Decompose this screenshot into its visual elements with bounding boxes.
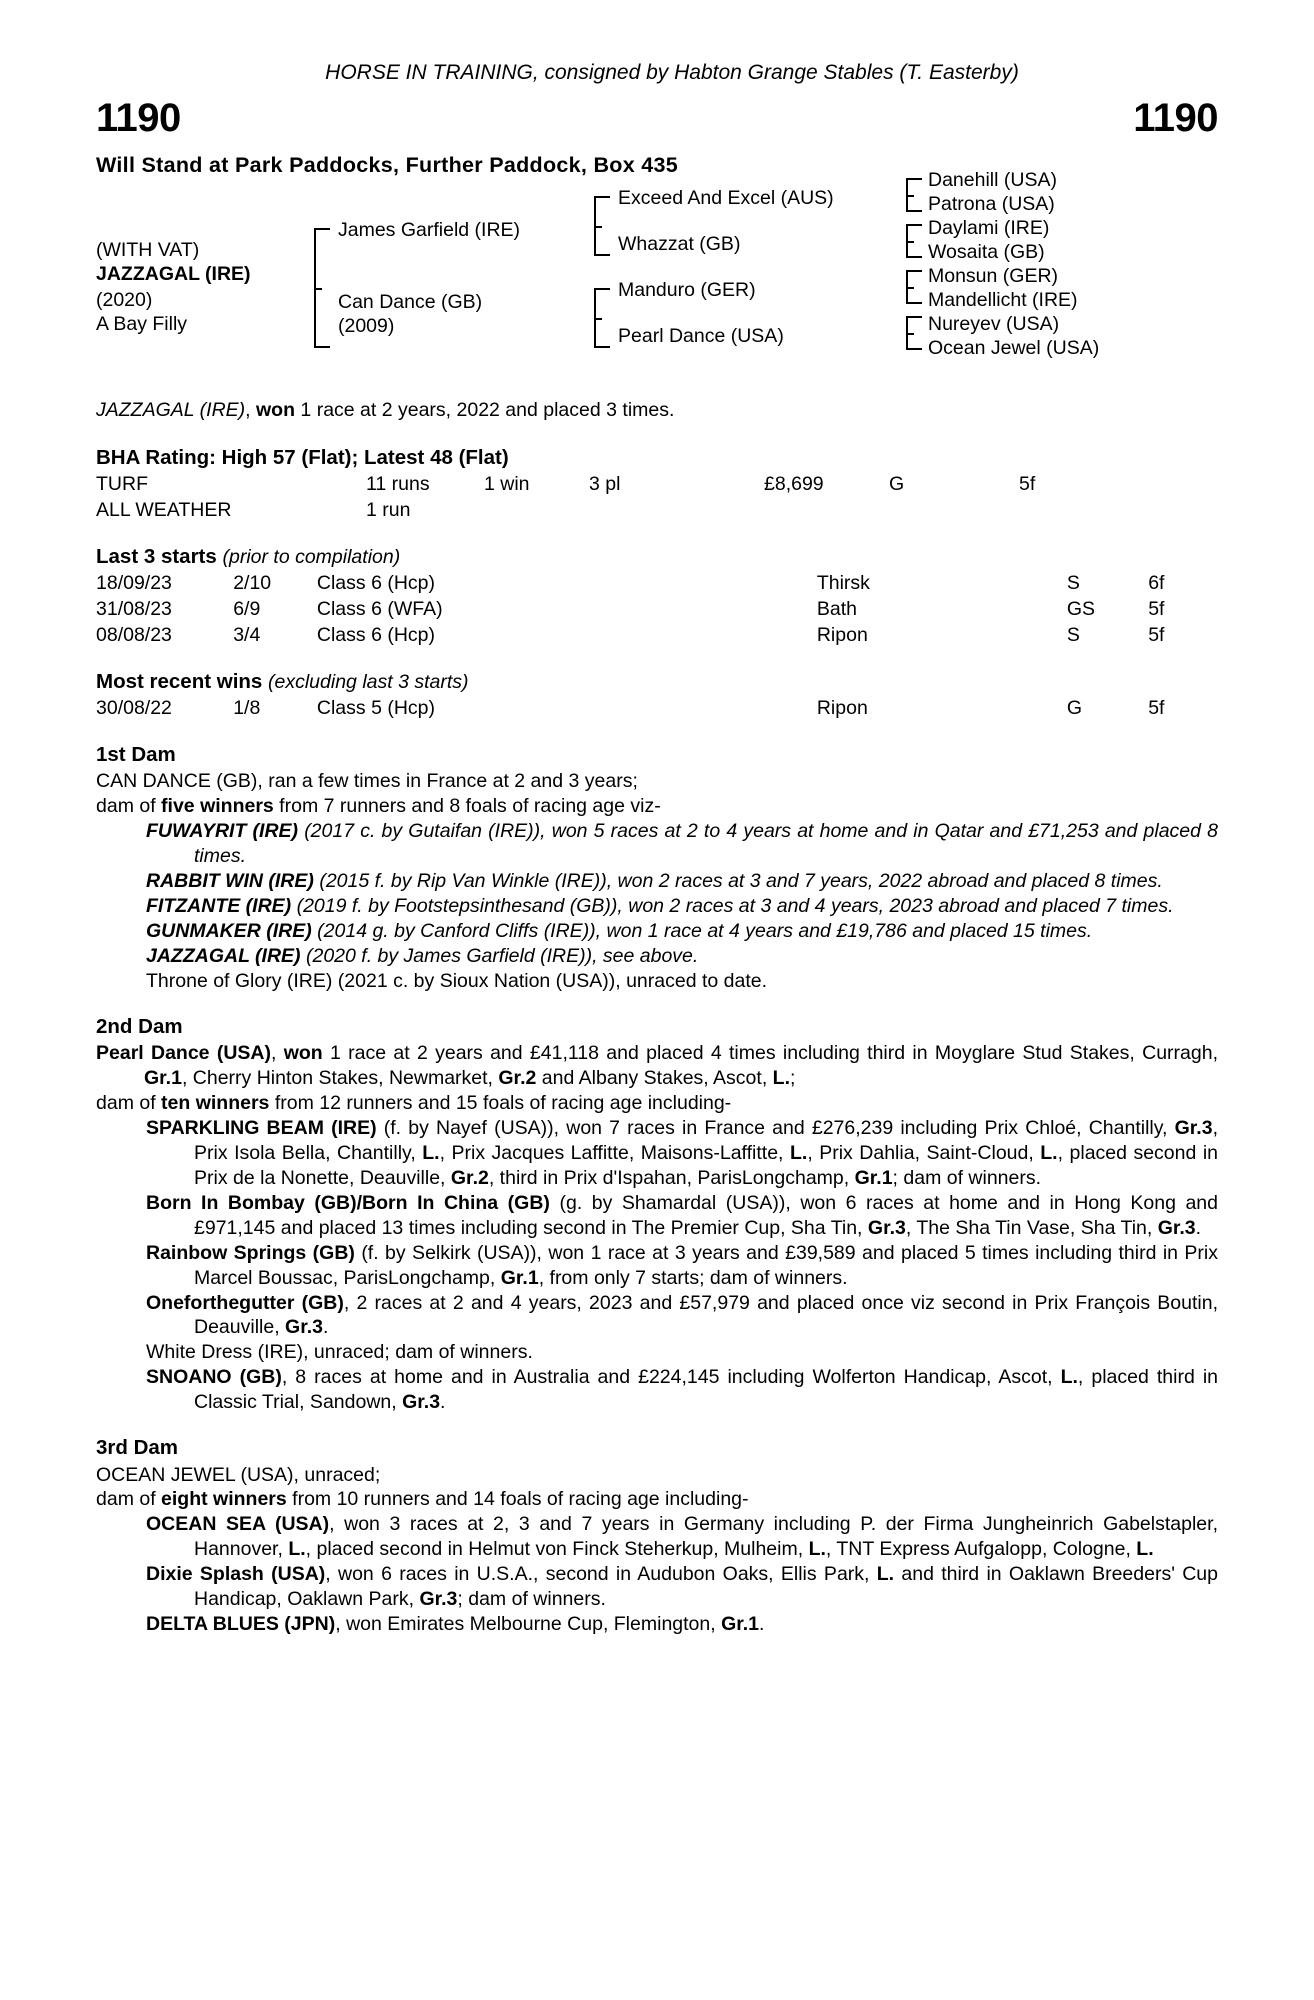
recent-wins-note: (excluding last 3 starts) [268, 670, 469, 693]
pedigree-vat: (WITH VAT) [96, 238, 200, 261]
run-date: 18/09/23 [96, 571, 172, 594]
progeny-entry: Rainbow Springs (GB) (f. by Selkirk (USA)), won 1 race at 3 years and £39,589 and placed 5 times including third in Prix Marcel Boussac, ParisLongchamp, Gr.1, from only 7 starts; dam of winners. [146, 1241, 1218, 1289]
run-distance: 5f [1148, 623, 1165, 646]
recent-wins-block [96, 669, 1218, 722]
pedigree-g8: Ocean Jewel (USA) [928, 336, 1100, 359]
pedigree-subject-name: JAZZAGAL (IRE) [96, 262, 251, 285]
progeny-entry: White Dress (IRE), unraced; dam of winners. [146, 1341, 533, 1364]
table-row [96, 472, 1035, 498]
table-row [96, 597, 1218, 623]
damof-post: from 12 runners and 15 foals of racing age including- [269, 1091, 732, 1114]
subject-rest: 1 race at 2 years, 2022 and placed 3 times. [295, 398, 675, 421]
stand-at-line: Will Stand at Park Paddocks, Further Paddock, Box 435 [96, 153, 679, 178]
rating-runs: 11 runs [366, 472, 430, 495]
run-position: 1/8 [233, 697, 261, 719]
progeny-entry: SNOANO (GB), 8 races at home and in Australia and £224,145 including Wolferton Handicap, Ascot, L., placed third in Classic Trial, Sandown, Gr.3. [146, 1366, 1218, 1414]
second-dam-heading: 2nd Dam [96, 1014, 183, 1038]
progeny-entry: Dixie Splash (USA), won 6 races in U.S.A., second in Audubon Oaks, Ellis Park, L. and third in Oaklawn Breeders' Cup Handicap, Oaklawn Park, Gr.3; dam of winners. [146, 1563, 1218, 1611]
progeny-entry: Throne of Glory (IRE) (2021 c. by Sioux Nation (USA)), unraced to date. [146, 969, 768, 992]
run-class: Class 6 (Hcp) [316, 623, 435, 646]
pedigree-sire: James Garfield (IRE) [338, 218, 521, 241]
run-distance: 5f [1148, 597, 1165, 620]
rating-distance [1019, 498, 1035, 524]
run-class: Class 5 (Hcp) [316, 697, 435, 719]
rating-runs: 1 run [366, 498, 411, 521]
pedigree-brace-4 [906, 178, 922, 212]
pedigree-brace-5 [906, 224, 922, 258]
run-position: 6/9 [233, 597, 261, 620]
last-starts-table [96, 571, 1218, 649]
second-dam-block [96, 1014, 1218, 1416]
third-dam-heading: 3rd Dam [96, 1436, 179, 1460]
list-item [146, 819, 1218, 869]
last-starts-heading [96, 544, 1218, 570]
rating-places: 3 pl [589, 472, 621, 495]
list-item [146, 1241, 1218, 1291]
damof-pre: dam of [96, 1488, 162, 1511]
pedigree-dam-dam: Pearl Dance (USA) [618, 324, 784, 347]
run-distance: 6f [1148, 571, 1165, 594]
run-class: Class 6 (Hcp) [316, 571, 435, 594]
list-item [146, 1512, 1218, 1562]
list-item [146, 1191, 1218, 1241]
run-date: 08/08/23 [96, 623, 172, 646]
pedigree-dam-sire: Manduro (GER) [618, 278, 756, 301]
progeny-entry: Oneforthegutter (GB), 2 races at 2 and 4 years, 2023 and £57,979 and placed once viz second in Prix François Boutin, Deauville, Gr.3. [146, 1291, 1218, 1339]
list-item [146, 969, 1218, 994]
last-starts-title: Last 3 starts [96, 544, 217, 568]
list-item [146, 1340, 1218, 1365]
damof-count: five winners [161, 795, 274, 818]
list-item [146, 1365, 1218, 1415]
run-going: S [1066, 571, 1080, 594]
pedigree-brace-6 [906, 270, 922, 304]
progeny-entry: Born In Bombay (GB)/Born In China (GB) (g. by Shamardal (USA)), won 6 races at home and in Hong Kong and £971,145 and placed 13 times including second in The Premier Cup, Sha Tin, Gr.3, The Sha Tin Vase, Sha Tin, Gr.3. [146, 1191, 1218, 1239]
damof-count: eight winners [161, 1488, 287, 1511]
list-item [146, 944, 1218, 969]
last-starts-note: (prior to compilation) [222, 545, 401, 568]
pedigree-g1: Danehill (USA) [928, 168, 1057, 191]
list-item [146, 1562, 1218, 1612]
run-going: S [1066, 623, 1080, 646]
progeny-entry: FITZANTE (IRE) (2019 f. by Footstepsinthesand (GB)), won 2 races at 3 and 4 years, 2023 abroad and placed 7 times. [146, 894, 1174, 917]
lot-number-right: 1190 [1133, 95, 1218, 140]
third-dam-damof [96, 1487, 1218, 1512]
first-dam-heading: 1st Dam [96, 742, 176, 766]
second-dam-damof [96, 1091, 1218, 1116]
pedigree-brace-7 [906, 316, 922, 350]
pedigree-g2: Patrona (USA) [928, 192, 1055, 215]
recent-wins-heading [96, 669, 1218, 695]
pedigree-g6: Mandellicht (IRE) [928, 288, 1078, 311]
first-dam-intro: CAN DANCE (GB), ran a few times in France at 2 and 3 years; [96, 770, 638, 793]
subject-won: won [256, 398, 296, 421]
bha-rating-heading: BHA Rating: High 57 (Flat); Latest 48 (Flat) [96, 445, 509, 469]
bha-rating-block [96, 445, 1218, 524]
run-course: Bath [816, 597, 857, 620]
rating-earnings [764, 498, 889, 524]
third-dam-block [96, 1435, 1218, 1637]
rating-surface: TURF [96, 472, 148, 495]
run-going: GS [1066, 597, 1095, 620]
list-item [146, 1291, 1218, 1341]
rating-places [589, 498, 764, 524]
table-row [96, 696, 1218, 722]
damof-pre: dam of [96, 795, 162, 818]
damof-count: ten winners [161, 1091, 270, 1114]
rating-wins: 1 win [484, 472, 530, 495]
pedigree-brace-1 [314, 228, 330, 348]
pedigree-g3: Daylami (IRE) [928, 216, 1050, 239]
table-row [96, 571, 1218, 597]
run-date: 31/08/23 [96, 597, 172, 620]
run-going: G [1066, 697, 1082, 719]
list-item [146, 1612, 1218, 1637]
subject-summary: JAZZAGAL (IRE), won 1 race at 2 years, 2022 and placed 3 times. [96, 398, 675, 421]
recent-wins-title: Most recent wins [96, 669, 263, 693]
rating-going [889, 498, 1019, 524]
consignor-line: HORSE IN TRAINING, consigned by Habton Grange Stables (T. Easterby) [325, 61, 1019, 84]
first-dam-damof [96, 794, 1218, 819]
progeny-entry: GUNMAKER (IRE) (2014 g. by Canford Cliffs (IRE)), won 1 race at 4 years and £19,786 and placed 15 times. [146, 919, 1093, 942]
pedigree-sire-dam: Whazzat (GB) [618, 232, 741, 255]
list-item [146, 919, 1218, 944]
pedigree-brace-3 [594, 288, 610, 348]
second-dam-name: Pearl Dance (USA) [96, 1042, 271, 1064]
pedigree-brace-2 [594, 196, 610, 256]
progeny-entry: SPARKLING BEAM (IRE) (f. by Nayef (USA)), won 7 races in France and £276,239 including Prix Chloé, Chantilly, Gr.3, Prix Isola Bella, Chantilly, L., Prix Jacques Laffitte, Maisons-Laffitte, L., Prix Dahlia, Saint-Cloud, L., placed second in Prix de la Nonette, Deauville, Gr.2, third in Prix d'Ispahan, ParisLongchamp, Gr.1; dam of winners. [146, 1116, 1218, 1189]
table-row [96, 623, 1218, 649]
run-date: 30/08/22 [96, 697, 172, 719]
damof-post: from 7 runners and 8 foals of racing age viz- [273, 795, 661, 818]
run-course: Ripon [816, 623, 868, 646]
lot-number-left: 1190 [96, 95, 181, 140]
lot-number-row [96, 93, 1218, 144]
damof-post: from 10 runners and 14 foals of racing age including- [286, 1488, 749, 1511]
run-course: Ripon [816, 697, 868, 719]
pedigree-subject-year: (2020) [96, 288, 153, 311]
progeny-entry: OCEAN SEA (USA), won 3 races at 2, 3 and 7 years in Germany including P. der Firma Jungheinrich Gabelstapler, Hannover, L., placed second in Helmut von Finck Steherkup, Mulheim, L., TNT Express Aufgalopp, Cologne, L. [146, 1513, 1218, 1561]
first-dam-block [96, 742, 1218, 994]
run-position: 2/10 [233, 571, 272, 594]
rating-distance: 5f [1019, 472, 1036, 495]
pedigree-dam: Can Dance (GB) [338, 290, 483, 313]
progeny-entry: JAZZAGAL (IRE) (2020 f. by James Garfield (IRE)), see above. [146, 944, 699, 967]
second-dam-won: won [283, 1042, 323, 1064]
last-starts-block [96, 544, 1218, 649]
list-item [146, 869, 1218, 894]
damof-pre: dam of [96, 1091, 162, 1114]
progeny-entry: FUWAYRIT (IRE) (2017 c. by Gutaifan (IRE)), won 5 races at 2 to 4 years at home and in Qatar and £71,253 and placed 8 times. [146, 820, 1218, 868]
pedigree-sire-sire: Exceed And Excel (AUS) [618, 186, 834, 209]
pedigree-g5: Monsun (GER) [928, 264, 1059, 287]
rating-table [96, 472, 1035, 524]
progeny-entry: DELTA BLUES (JPN), won Emirates Melbourne Cup, Flemington, Gr.1. [146, 1613, 765, 1636]
pedigree-subject-colour: A Bay Filly [96, 312, 188, 335]
subject-name: JAZZAGAL (IRE) [96, 398, 246, 421]
table-row [96, 498, 1035, 524]
rating-earnings: £8,699 [764, 472, 824, 495]
run-position: 3/4 [233, 623, 261, 646]
run-distance: 5f [1148, 697, 1165, 719]
pedigree-dam-year: (2009) [338, 314, 395, 337]
run-course: Thirsk [816, 571, 870, 594]
pedigree-chart [96, 168, 1218, 384]
list-item [146, 894, 1218, 919]
pedigree-g7: Nureyev (USA) [928, 312, 1060, 335]
rating-wins [484, 498, 589, 524]
rating-going: G [889, 472, 905, 495]
list-item [146, 1116, 1218, 1191]
recent-wins-table [96, 696, 1218, 722]
second-dam-intro-rest: 1 race at 2 years and £41,118 and placed 4 times including third in Moyglare Stud Stakes, Curragh, Gr.1, Cherry Hinton Stakes, Newmarket, Gr.2 and Albany Stakes, Ascot, L.; [144, 1042, 1218, 1089]
third-dam-intro: OCEAN JEWEL (USA), unraced; [96, 1463, 381, 1486]
run-class: Class 6 (WFA) [316, 597, 443, 620]
pedigree-g4: Wosaita (GB) [928, 240, 1045, 263]
progeny-entry: RABBIT WIN (IRE) (2015 f. by Rip Van Winkle (IRE)), won 2 races at 3 and 7 years, 2022 abroad and placed 8 times. [146, 870, 1163, 892]
second-dam-intro: Pearl Dance (USA), won 1 race at 2 years and £41,118 and placed 4 times including third in Moyglare Stud Stakes, Curragh, Gr.1, Cherry Hinton Stakes, Newmarket, Gr.2 and Albany Stakes, Ascot, L.; [96, 1042, 1218, 1089]
rating-surface: ALL WEATHER [96, 498, 232, 521]
